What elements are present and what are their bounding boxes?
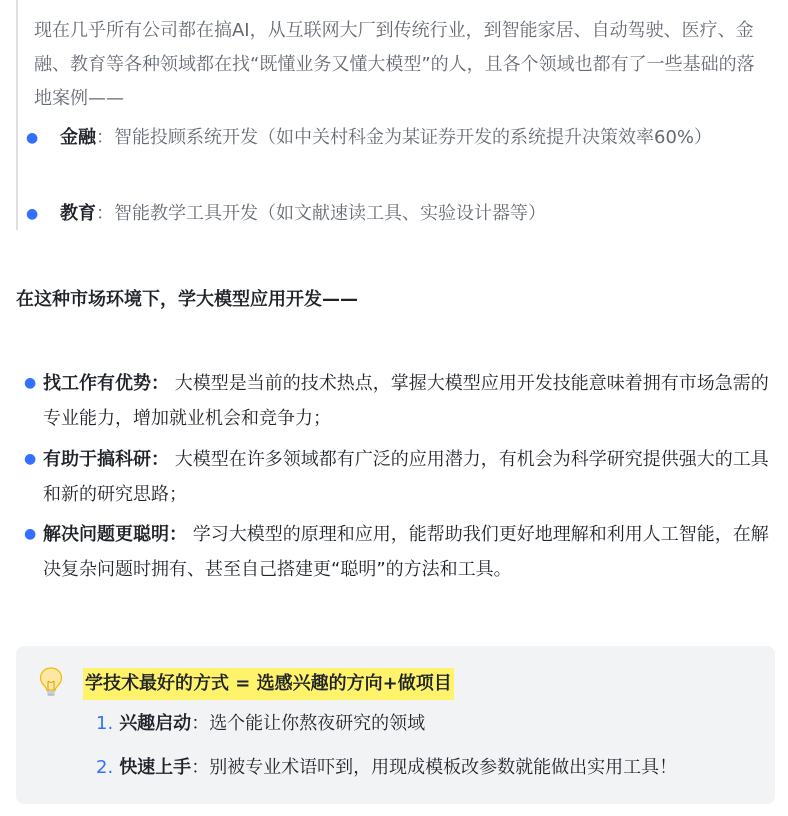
item-label: 快速上手 <box>119 757 192 778</box>
item-text: 学习大模型的原理和应用，能帮助我们更好地理解和利用人工智能，在解决复杂问题时拥有、甚至自己搭建更“聪明”的方法和工具。 <box>43 524 769 580</box>
lightbulb-icon <box>38 666 64 698</box>
quote-paragraph: 现在几乎所有公司都在搞AI，从互联网大厂到传统行业，到智能家居、自动驾驶、医疗、金融、教育等各种领域都在找“既懂业务又懂大模型”的人，且各个领域也都有了一些基础的落地案例—— <box>34 20 755 109</box>
list-number: 1. <box>96 713 114 734</box>
item-text: 选个能让你熬夜研究的领域 <box>209 713 426 734</box>
bullet-icon: ● <box>24 375 37 391</box>
item-label: 兴趣启动 <box>119 713 192 734</box>
item-sep: ： <box>191 713 210 734</box>
bullet-icon: ● <box>24 451 37 467</box>
item-label: 金融 <box>60 127 96 148</box>
item-text: 大模型在许多领域都有广泛的应用潜力，有机会为科学研究提供强大的工具和新的研究思路； <box>43 449 769 505</box>
ordered-list-item <box>96 752 677 784</box>
ordered-list-item <box>96 708 425 740</box>
item-label: 解决问题更聪明： <box>43 524 187 545</box>
bullet-icon: ● <box>26 130 39 146</box>
item-text: 智能教学工具开发（如文献速读工具、实验设计器等） <box>114 203 546 224</box>
section-heading: 在这种市场环境下，学大模型应用开发—— <box>16 289 358 310</box>
quote-block <box>16 0 770 230</box>
callout-title: 学技术最好的方式 = 选感兴趣的方向+做项目 <box>83 668 454 700</box>
item-sep: ： <box>96 127 114 148</box>
item-text: 别被专业术语吓到，用现成模板改参数就能做出实用工具！ <box>209 757 678 778</box>
item-sep: ： <box>96 203 114 224</box>
item-text: 大模型是当前的技术热点，掌握大模型应用开发技能意味着拥有市场急需的专业能力，增加就业机会和竞争力； <box>43 373 769 429</box>
item-label: 有助于搞科研： <box>43 449 169 470</box>
bullet-icon: ● <box>24 526 37 542</box>
bullet-icon: ● <box>26 206 39 222</box>
item-sep: ： <box>191 757 210 778</box>
item-text: 智能投顾系统开发（如中关村科金为某证券开发的系统提升决策效率60%） <box>114 127 713 148</box>
list-number: 2. <box>96 757 114 778</box>
item-label: 找工作有优势： <box>43 373 169 394</box>
callout-box <box>16 646 775 804</box>
item-label: 教育 <box>60 203 96 224</box>
